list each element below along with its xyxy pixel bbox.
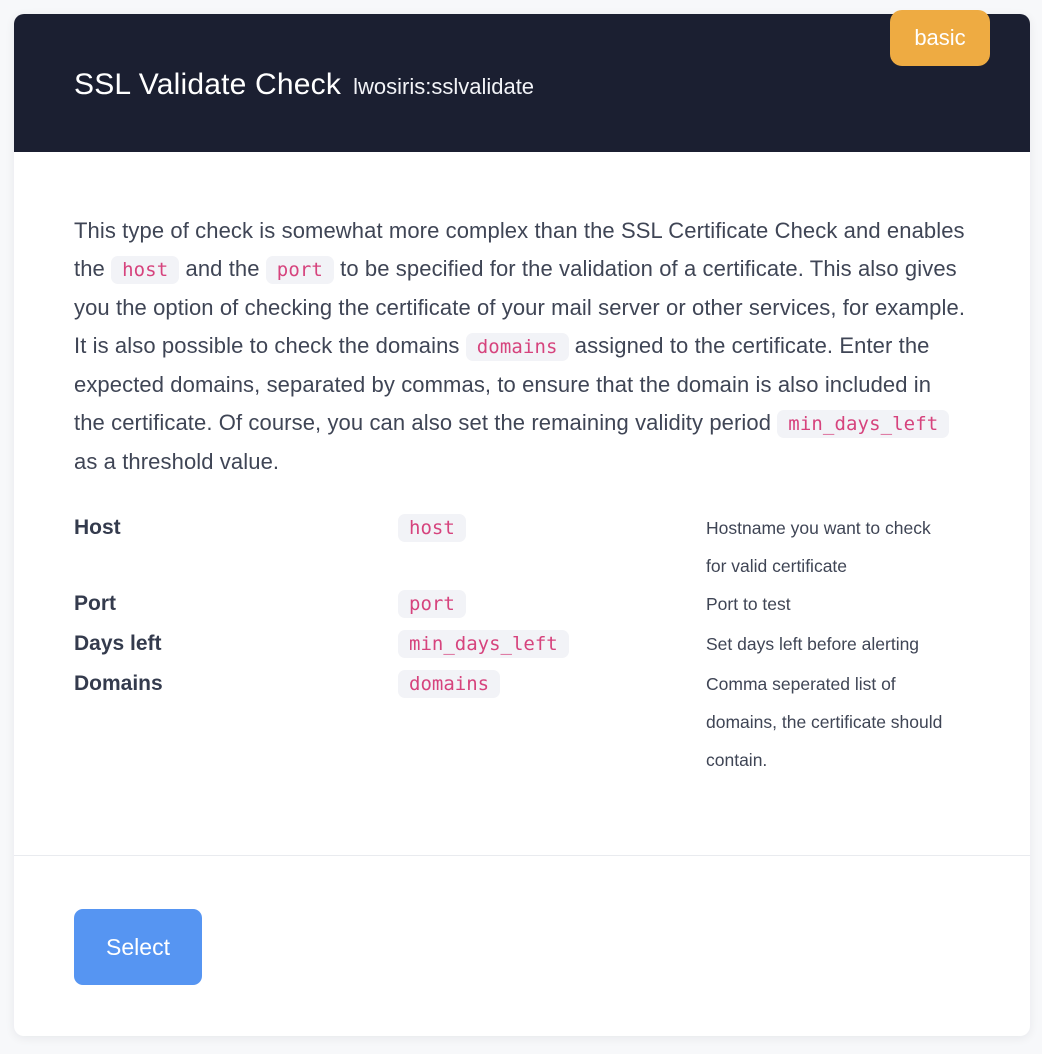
param-row bbox=[74, 625, 968, 665]
param-code-chip: domains bbox=[398, 670, 500, 698]
param-code-chip: min_days_left bbox=[398, 630, 569, 658]
inline-code-chip: port bbox=[266, 256, 334, 284]
param-label: Domains bbox=[74, 672, 163, 695]
param-description: Set days left before alerting bbox=[706, 634, 920, 654]
inline-code-chip: domains bbox=[466, 333, 569, 361]
param-description: Hostname you want to check for valid certificate bbox=[706, 518, 931, 576]
param-code-cell bbox=[398, 585, 706, 625]
page-title: SSL Validate Check bbox=[74, 68, 342, 101]
param-label: Port bbox=[74, 592, 116, 615]
param-code-cell bbox=[398, 665, 706, 705]
card-body bbox=[14, 152, 1030, 855]
card-footer bbox=[14, 855, 1030, 1036]
param-description: Comma seperated list of domains, the certificate should contain. bbox=[706, 674, 943, 770]
param-row bbox=[74, 665, 968, 779]
param-code-cell bbox=[398, 625, 706, 665]
parameter-table bbox=[74, 509, 968, 779]
param-description: Port to test bbox=[706, 594, 791, 614]
check-card bbox=[14, 14, 1030, 1036]
param-label: Host bbox=[74, 516, 121, 539]
description-paragraph: This type of check is somewhat more complex than the SSL Certificate Check and enables the host and the port to be specified for the validation of a certificate. This also gives you the option of checking the certificate of your mail server or other services, for example. It is also possible to check the domains domains assigned to the certificate. Enter the expected domains, separated by commas, to ensure that the domain is also included in the certificate. Of course, you can also set the remaining validity period min_days_left as a threshold value. bbox=[74, 218, 966, 474]
param-code-chip: host bbox=[398, 514, 466, 542]
plan-badge bbox=[890, 10, 990, 66]
select-button[interactable]: Select bbox=[74, 909, 202, 985]
plan-badge-label: basic bbox=[914, 25, 966, 50]
check-identifier: lwosiris:sslvalidate bbox=[353, 74, 535, 99]
inline-code-chip: min_days_left bbox=[777, 410, 949, 438]
param-row bbox=[74, 585, 968, 625]
param-code-chip: port bbox=[398, 590, 466, 618]
param-row bbox=[74, 509, 968, 585]
inline-code-chip: host bbox=[111, 256, 179, 284]
param-code-cell bbox=[398, 509, 706, 549]
card-header bbox=[14, 14, 1030, 152]
param-label: Days left bbox=[74, 632, 162, 655]
